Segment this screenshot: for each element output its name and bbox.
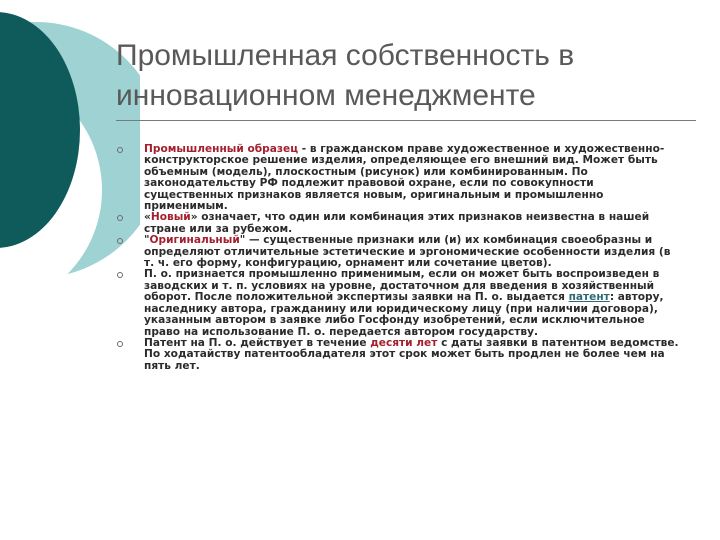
patent-link[interactable]: патент [568, 291, 610, 304]
term-highlight: Новый [150, 211, 191, 224]
term-highlight: десяти лет [370, 336, 438, 349]
list-item [116, 338, 682, 372]
item-text: Патент на П. о. действует в течение [144, 336, 371, 349]
title-line-1: Промышленная собственность в [116, 39, 575, 72]
quote-open: « [144, 211, 151, 224]
term-highlight: Промышленный образец [144, 143, 299, 155]
bullet-list [116, 144, 682, 372]
item-text: » означает, что один или комбинация этих признаков неизвестна в нашей стране или за рубежом. [144, 211, 650, 235]
list-item [116, 212, 682, 235]
bullet-icon [117, 238, 123, 244]
list-item [116, 269, 682, 337]
list-item [116, 235, 682, 269]
item-text: - в гражданском праве художественное и художественно-конструкторское решение изделия, определяющее его внешний вид. Может быть объемным (модель), плоскостным (рисунок) или комбинированным. По законодательству РФ подлежит правовой охране, если по совокупности существенных признаков является новым, оригинальным и промышленно применимым. [144, 143, 665, 213]
item-text: с даты заявки в патентном ведомстве. По ходатайству патентообладателя этот срок может быть продлен не более чем на пять лет. [144, 336, 679, 372]
term-highlight: Оригинальный [149, 234, 240, 247]
item-text: П. о. признается промышленно применимым, если он может быть воспроизведен в заводских и т. п. условиях на уровне, достаточном для введения в хозяйственный оборот. После положительной экспертизы заявки на П. о. выдается [144, 268, 660, 304]
item-text: " — существенные признаки или (и) их комбинация своеобразны и определяют отличительные эстетические и эргономические особенности изделия (в т. ч. его форму, конфигурацию, орнамент или сочетание цветов). [144, 234, 671, 270]
bullet-icon [117, 341, 123, 347]
bullet-icon [117, 147, 123, 153]
slide-title [116, 36, 696, 116]
quote-open: " [144, 234, 150, 247]
title-line-2: инновационном менеджменте [116, 79, 536, 112]
bullet-icon [117, 215, 123, 221]
title-divider [116, 120, 696, 121]
list-item [116, 144, 682, 212]
bullet-icon [117, 272, 123, 278]
item-text: : автору, наследнику автора, гражданину или юридическому лицу (при наличии договора), указанным автором в заявке либо Госфонду изобретений, если исключительное право на использование П. о. передается автором государству. [144, 291, 664, 338]
